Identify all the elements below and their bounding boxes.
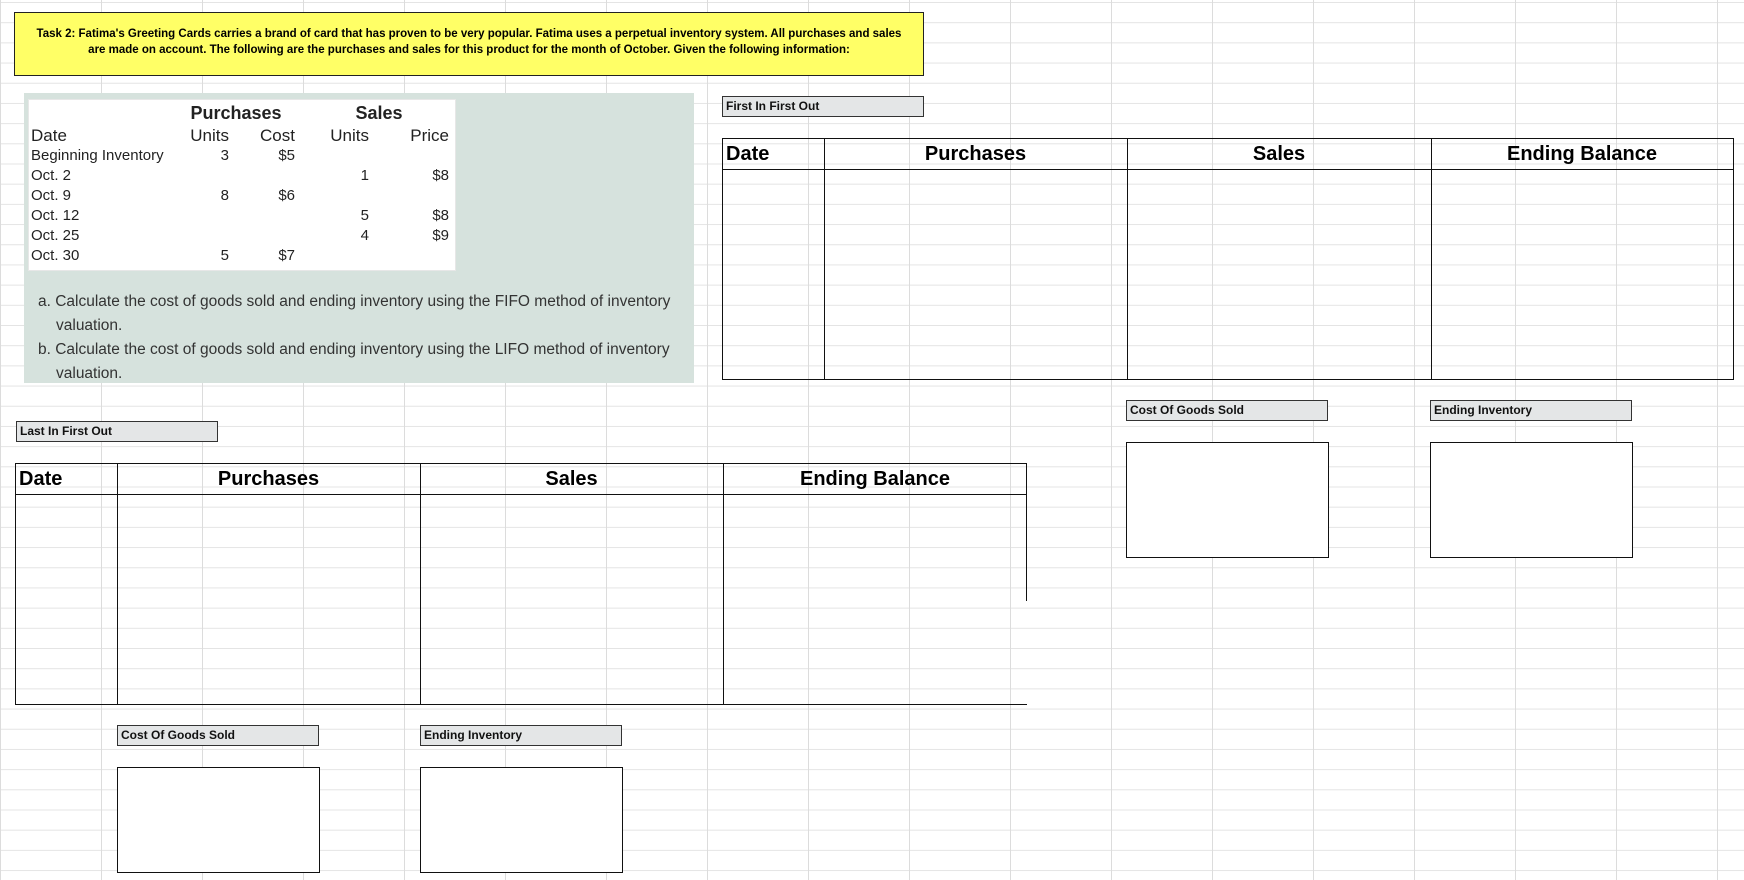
sale-units-header: Units (330, 126, 369, 145)
row-sale-units (301, 146, 375, 166)
row-purchase-units (169, 206, 235, 226)
fifo-ending-balance-header: Ending Balance (1431, 139, 1733, 170)
lifo-ending-inventory-input[interactable] (420, 767, 623, 873)
purchase-units-header: Units (190, 126, 229, 145)
lifo-ending-balance-header: Ending Balance (723, 464, 1027, 495)
lifo-ending-inventory-label: Ending Inventory (420, 725, 622, 746)
lifo-purchases-header: Purchases (117, 464, 420, 495)
fifo-label: First In First Out (722, 96, 924, 117)
task-description: Task 2: Fatima's Greeting Cards carries a brand of card that has proven to be very popular. Fatima uses a perpetual inventory system. All purchases and sales are made on account. The following are the purchases and sales for this product for the month of October. Given the following information: (14, 12, 924, 76)
row-sale-price: $8 (432, 207, 449, 224)
row-sale-units: 1 (360, 167, 369, 184)
fifo-date-header: Date (723, 139, 824, 170)
row-purchase-cost: $7 (278, 247, 295, 264)
row-purchase-cost (235, 226, 301, 246)
row-purchase-cost (235, 166, 301, 186)
row-sale-units: 4 (360, 227, 369, 244)
fifo-ledger-table (722, 138, 1734, 380)
lifo-sales-header: Sales (420, 464, 723, 495)
given-data-table (28, 99, 456, 271)
row-purchase-units (169, 226, 235, 246)
lifo-date-header: Date (16, 464, 117, 495)
table-row (29, 206, 455, 226)
row-purchase-units (169, 166, 235, 186)
purchase-cost-header: Cost (260, 126, 295, 145)
row-sale-units (301, 246, 375, 266)
fifo-sales-header: Sales (1127, 139, 1431, 170)
question-b: b. Calculate the cost of goods sold and ending inventory using the LIFO method of inventory valuation. (38, 341, 670, 382)
row-date: Oct. 9 (31, 187, 72, 204)
fifo-ending-inventory-label: Ending Inventory (1430, 400, 1632, 421)
row-date: Oct. 30 (31, 247, 80, 264)
questions (34, 290, 694, 386)
question-a: a. Calculate the cost of goods sold and ending inventory using the FIFO method of inventory valuation. (38, 293, 671, 334)
table-row (29, 226, 455, 246)
column-divider (420, 464, 421, 704)
lifo-ledger-table (15, 463, 1027, 705)
row-purchase-cost (235, 206, 301, 226)
table-row (29, 186, 455, 206)
date-column-header: Date (31, 126, 67, 145)
column-divider (1431, 139, 1432, 379)
row-purchase-cost: $5 (278, 147, 295, 164)
row-sale-price (375, 146, 455, 166)
fifo-purchases-header: Purchases (824, 139, 1127, 170)
row-sale-units: 5 (360, 207, 369, 224)
sales-group-header: Sales (355, 103, 403, 123)
column-divider (117, 464, 118, 704)
row-date: Beginning Inventory (31, 147, 164, 164)
sale-price-header: Price (410, 126, 449, 145)
lifo-label: Last In First Out (16, 421, 218, 442)
column-divider (1026, 464, 1027, 601)
row-date: Oct. 2 (31, 167, 72, 184)
lifo-cogs-input[interactable] (117, 767, 320, 873)
row-date: Oct. 12 (31, 207, 80, 224)
lifo-cogs-label: Cost Of Goods Sold (117, 725, 319, 746)
row-purchase-units: 5 (220, 247, 229, 264)
column-divider (723, 464, 724, 704)
column-divider (1127, 139, 1128, 379)
row-purchase-units: 8 (220, 187, 229, 204)
table-row (29, 166, 455, 186)
column-divider (824, 139, 825, 379)
purchases-group-header: Purchases (190, 103, 282, 123)
row-sale-price: $9 (432, 227, 449, 244)
row-sale-units (301, 186, 375, 206)
row-sale-price: $8 (432, 167, 449, 184)
table-row (29, 146, 455, 166)
fifo-ending-inventory-input[interactable] (1430, 442, 1633, 558)
fifo-cogs-input[interactable] (1126, 442, 1329, 558)
row-purchase-units: 3 (220, 147, 229, 164)
row-date: Oct. 25 (31, 227, 80, 244)
row-purchase-cost: $6 (278, 187, 295, 204)
fifo-cogs-label: Cost Of Goods Sold (1126, 400, 1328, 421)
row-sale-price (375, 246, 455, 266)
table-row (29, 246, 455, 266)
row-sale-price (375, 186, 455, 206)
